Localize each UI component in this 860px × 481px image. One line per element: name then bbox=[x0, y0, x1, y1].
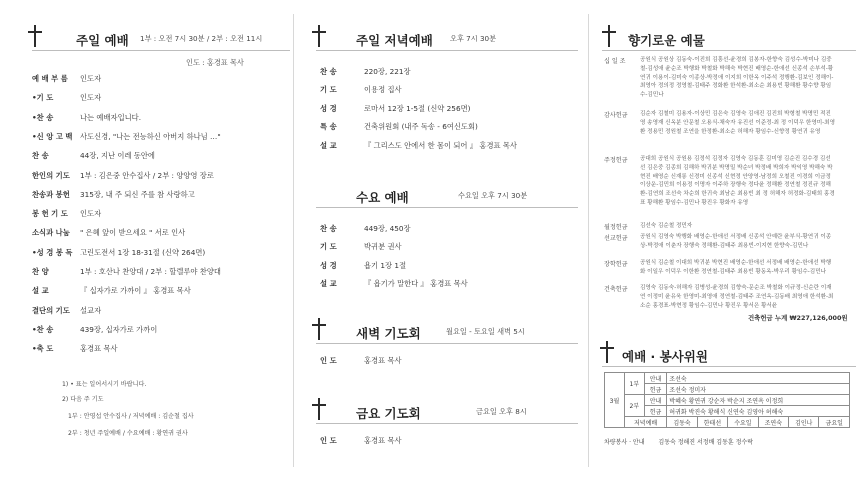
order-label: •기 도 bbox=[32, 93, 54, 103]
offering-category: 건축헌금 bbox=[604, 286, 628, 293]
friday-prayer-time: 금요일 오후 8시 bbox=[476, 407, 527, 416]
order-value: 홍경표 목사 bbox=[80, 344, 118, 354]
cross-icon bbox=[312, 25, 326, 47]
roster-role: 헌금 bbox=[644, 406, 667, 417]
section-rule bbox=[316, 50, 578, 51]
roster-service-1: 1부 bbox=[624, 373, 644, 395]
order-value: 사도신경, "나는 전능하신 아버지 하나님 …" bbox=[80, 131, 221, 141]
order-row bbox=[32, 171, 214, 181]
order-row bbox=[32, 132, 221, 142]
order-value: 홍경표 목사 bbox=[364, 436, 402, 445]
service-committee-title: 예배 · 봉사위원 bbox=[622, 349, 708, 364]
order-label: •신 앙 고 백 bbox=[32, 131, 73, 141]
roster-names: 박혜숙 황연귀 강순자 박순지 조연옥 이정희 bbox=[667, 395, 850, 406]
service-roster-table bbox=[604, 372, 850, 428]
section-rule bbox=[32, 50, 290, 51]
roster-role: 안내 bbox=[644, 395, 667, 406]
order-value: 인도자 bbox=[80, 93, 102, 103]
note-line: 1) • 표는 일어서시기 바랍니다. bbox=[62, 381, 147, 388]
order-value: 220장, 221장 bbox=[364, 67, 411, 76]
order-value: 『 십자가로 가까이 』 홍경표 목사 bbox=[80, 286, 191, 296]
section-rule bbox=[316, 207, 578, 208]
roster-cell: 조연숙 bbox=[758, 417, 788, 428]
roster-cell: 김동숙 bbox=[667, 417, 697, 428]
offering-names: 공원식 김영숙 박행화 배영순-한애선 서정배 신종석 안예란 윤부식-황연귀 이종상-박정애 이춘자 장행숙 정해환-김태주 최용빈-이지현 한향숙-김민나 bbox=[640, 234, 832, 249]
column-divider bbox=[293, 14, 294, 467]
column-divider bbox=[588, 14, 589, 467]
order-value: 1부 : 호산나 찬양대 / 2부 : 할렐루야 찬양대 bbox=[80, 267, 221, 276]
order-value: 욥기 1장 1절 bbox=[364, 260, 407, 270]
evening-worship-title: 주일 저녁예배 bbox=[356, 33, 433, 48]
order-row bbox=[32, 248, 205, 258]
order-label: 인 도 bbox=[320, 436, 337, 445]
offering-names: 김영숙 김동숙-허해자 김병성-윤경희 김향숙-문순조 박철화 이규정-신순란 이재연 이정미 윤유욱 한영미-최영애 정연철-김태주 조연옥-김동배 최영애 한석환-최소순 홍경표-박현정 황임수-김민나 황진우 황서은 황서윤 bbox=[640, 285, 834, 309]
order-label: 찬 양 bbox=[32, 267, 49, 276]
building-fund-total: 건축헌금 누계 ₩227,126,000원 bbox=[748, 314, 848, 322]
order-row bbox=[32, 113, 141, 123]
roster-last-row bbox=[604, 437, 753, 446]
order-value: 이용정 집사 bbox=[364, 85, 402, 95]
offering-category: 주정헌금 bbox=[604, 157, 628, 164]
order-value: 인도자 bbox=[80, 74, 102, 83]
friday-prayer-title: 금요 기도회 bbox=[356, 406, 421, 421]
cross-icon bbox=[602, 25, 616, 47]
weekly-services-column bbox=[298, 0, 584, 481]
roster-cell: 김인나 bbox=[789, 417, 819, 428]
order-row bbox=[320, 436, 402, 446]
order-value: 『 그리스도 안에서 한 몸이 되어 』 홍경표 목사 bbox=[364, 140, 517, 150]
section-rule bbox=[602, 50, 856, 51]
roster-cell: 저녁예배 bbox=[624, 417, 666, 428]
order-value: 44장, 지난 이레 동안에 bbox=[80, 151, 155, 161]
order-value: 고린도전서 1장 18-31절 (신약 264면) bbox=[80, 247, 206, 257]
order-row bbox=[32, 209, 101, 219]
section-rule bbox=[602, 366, 856, 367]
cross-icon bbox=[600, 341, 614, 363]
order-label: 한인의 기도 bbox=[32, 170, 70, 180]
leader-line: 인도 : 홍경표 목사 bbox=[186, 58, 244, 67]
roster-names: 조선숙 bbox=[667, 373, 850, 384]
evening-worship-time: 오후 7시 30분 bbox=[450, 34, 497, 43]
order-label: 찬 송 bbox=[320, 67, 337, 76]
roster-service-2: 2부 bbox=[624, 395, 644, 417]
order-row bbox=[32, 190, 195, 200]
offerings-column bbox=[592, 0, 860, 481]
order-value: 홍경표 목사 bbox=[364, 356, 402, 365]
order-label: •찬 송 bbox=[32, 112, 54, 122]
order-row bbox=[32, 306, 101, 316]
order-value: 449장, 450장 bbox=[364, 224, 411, 233]
order-label: •찬 송 bbox=[32, 324, 54, 334]
order-label: 인 도 bbox=[320, 356, 337, 365]
wednesday-worship-title: 수요 예배 bbox=[356, 190, 409, 205]
offering-names: 공원식 공원상 김동숙-이진희 김흥선-윤경희 김봉자-한향숙 김성수-박미나 김중철-김성애 윤순조 박행화 박철화 박해숙 박현진 배영순-한애선 신종석 손부석-황연귀 이용이-김미숙 이종상-박정애 이지희 이한옥 이주석 정행환-김보인 정해이-최영아 정의정 정영철-김태주 정화환 한석환-최소순 최용빈 황해환 황수향 황임수-김민나 bbox=[640, 57, 834, 99]
order-value: 로마서 12장 1-5절 (신약 256면) bbox=[364, 103, 471, 113]
order-label: 찬 송 bbox=[320, 224, 337, 233]
order-row bbox=[32, 325, 157, 335]
offering-names: 김선숙 김순철 정민자 bbox=[640, 223, 693, 229]
order-row bbox=[32, 267, 221, 277]
order-row bbox=[320, 356, 402, 366]
order-value: " 은혜 앞이 받으세요 " 서로 인사 bbox=[80, 228, 186, 238]
order-label: 기 도 bbox=[320, 85, 337, 95]
roster-names: 김동숙 정해진 서정배 김동훈 정수락 bbox=[658, 439, 753, 446]
section-rule bbox=[316, 423, 578, 424]
order-row bbox=[32, 93, 101, 103]
order-label: 설 교 bbox=[320, 279, 337, 289]
order-value: 박귀분 권사 bbox=[364, 242, 402, 252]
order-label: 찬 송 bbox=[32, 151, 49, 161]
wednesday-worship-time: 수요일 오후 7시 30분 bbox=[458, 191, 528, 200]
offering-category: 장학헌금 bbox=[604, 261, 628, 268]
order-value: 설교자 bbox=[80, 305, 102, 315]
order-label: 성 경 bbox=[320, 260, 337, 270]
order-row bbox=[320, 67, 411, 77]
order-value: 나는 예배자입니다. bbox=[80, 112, 142, 122]
order-value: 인도자 bbox=[80, 209, 102, 219]
roster-cell: 수요일 bbox=[728, 417, 758, 428]
order-row bbox=[32, 228, 185, 238]
roster-role: 안내 bbox=[644, 373, 667, 384]
offering-category: 선교헌금 bbox=[604, 235, 628, 242]
order-label: 성 경 bbox=[320, 103, 337, 113]
roster-cell: 한태선 bbox=[697, 417, 727, 428]
roster-role: 헌금 bbox=[644, 384, 667, 395]
roster-role: 차량봉사 · 안내 bbox=[604, 439, 645, 446]
sunday-worship-times: 1부 : 오전 7시 30분 / 2부 : 오전 11시 bbox=[140, 34, 263, 43]
dawn-prayer-time: 월요일 - 토요일 새벽 5시 bbox=[446, 327, 525, 336]
note-line: 2부 : 청년 주일예배 / 수요예배 : 황연귀 권사 bbox=[68, 430, 188, 437]
section-rule bbox=[316, 343, 578, 344]
order-label: 설 교 bbox=[32, 286, 49, 296]
order-label: 소식과 나눔 bbox=[32, 228, 70, 238]
order-label: •성 경 봉 독 bbox=[32, 247, 73, 257]
order-row bbox=[320, 122, 478, 132]
note-line: 2) 다음 주 기도 bbox=[62, 396, 104, 403]
note-line: 1부 : 안영섭 안수집사 / 저녁예배 : 김순철 집사 bbox=[68, 413, 194, 420]
order-row bbox=[320, 279, 468, 289]
order-label: 기 도 bbox=[320, 242, 337, 252]
roster-cell: 금요일 bbox=[819, 417, 850, 428]
order-label: •축 도 bbox=[32, 344, 54, 354]
order-label: 설 교 bbox=[320, 140, 337, 150]
cross-icon bbox=[312, 398, 326, 420]
cross-icon bbox=[312, 318, 326, 340]
order-value: 315장, 내 주 되신 주를 참 사랑하고 bbox=[80, 189, 195, 199]
order-value: 건축위원회 (내주 독송 - 6여신도회) bbox=[364, 122, 478, 132]
offering-names: 공대희 공원식 공원용 김정석 김정자 김영숙 김동훈 김미영 김순진 김수경 김선선 김은중 김종희 김해하 박귀분 박명밀 박순녀 박정배 박희자 박익영 박해숙 박현진 배영순 신재롱 신경미 신종석 신현정 안양영-남정희 오철진 이경희 이금정 이상운-김민희 이용정 이명자 이주하 장행숙 정다윤 정해환 정연철 정진규 정해환-김연희 조선숙 차순희 한귀숙 최남순 최용빈 최 정 허해자 허정화-김태희 홍경표 황해환 황임수-김민나 황진우 황화자 유영 bbox=[640, 156, 835, 206]
dawn-prayer-title: 새벽 기도회 bbox=[356, 326, 421, 341]
offering-names: 공원식 김순철 이대희 박귀분 박현진 배영순-한애선 서정배 배영순-한애선 박행화 이일우 이덕우 이한환 정연철-김태주 최용빈 황동옥-박우리 황임수-김민나 bbox=[640, 260, 832, 275]
order-row bbox=[32, 344, 118, 354]
cross-icon bbox=[28, 25, 42, 47]
order-label: 찬송과 봉헌 bbox=[32, 189, 70, 199]
offering-category: 월정헌금 bbox=[604, 224, 628, 231]
order-value: 439장, 십자가로 가까이 bbox=[80, 324, 158, 334]
order-value: 『 욥기가 말한다 』 홍경표 목사 bbox=[364, 279, 468, 289]
order-row bbox=[320, 242, 402, 252]
roster-names: 조선숙 정미자 bbox=[667, 384, 850, 395]
order-row bbox=[320, 141, 517, 151]
sunday-worship-column bbox=[0, 0, 290, 481]
order-row bbox=[320, 261, 406, 271]
offerings-title: 향기로운 예물 bbox=[628, 33, 705, 48]
order-row bbox=[32, 286, 191, 296]
order-row bbox=[320, 104, 471, 114]
order-value: 1부 : 김은중 안수집사 / 2부 : 양양영 장로 bbox=[80, 170, 214, 180]
offering-names: 김순자 김철미 김용자-이상민 김은숙 김영숙 김애진 김진희 박형철 박명민 적진영 송영재 신옥분 안문철 오용식-채숙자 유진선 이준정-최 정 이덕우 한영미-최영환 정용민 정원철 조연을 한정환-최소순 허해자 황임수-신향정 황연귀 유영 bbox=[640, 111, 835, 135]
offering-category: 십 일 조 bbox=[604, 58, 626, 65]
offering-category: 감사헌금 bbox=[604, 112, 628, 119]
order-label: 특 송 bbox=[320, 122, 337, 132]
sunday-worship-title: 주일 예배 bbox=[76, 33, 129, 48]
order-row bbox=[320, 224, 411, 234]
order-row bbox=[32, 151, 155, 161]
order-label: 예 배 부 름 bbox=[32, 74, 68, 83]
roster-month: 3월 bbox=[605, 373, 625, 428]
roster-names: 허귀화 박진숙 황해식 신연숙 김영아 허해숙 bbox=[667, 406, 850, 417]
order-row bbox=[320, 85, 402, 95]
order-label: 봉 헌 기 도 bbox=[32, 209, 68, 219]
order-row bbox=[32, 74, 101, 84]
order-label: 결단의 기도 bbox=[32, 305, 70, 315]
